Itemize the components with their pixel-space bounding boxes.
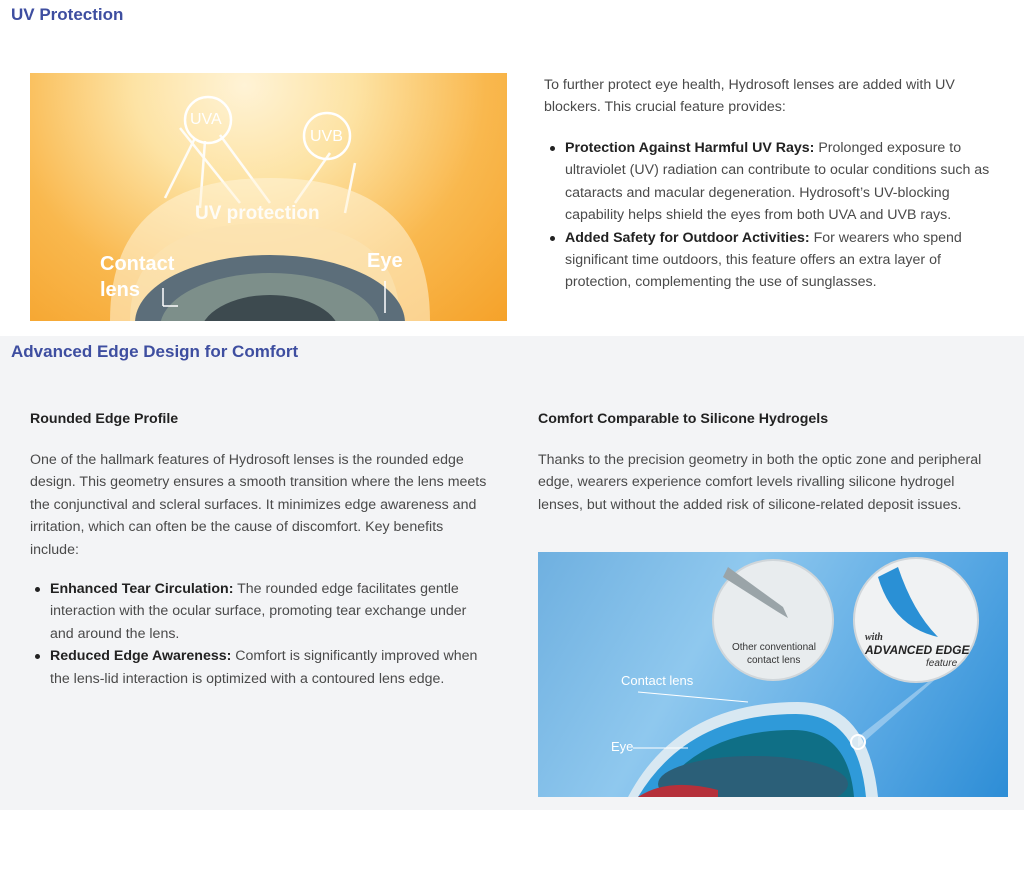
eye-label: Eye — [367, 250, 403, 272]
rounded-edge-subtitle: Rounded Edge Profile — [30, 411, 179, 427]
advanced-edge-section — [0, 336, 1024, 810]
list-item — [32, 645, 484, 690]
bullet-text: For wearers who spend significant time outdoors, this feature offers an extra layer of protection, complementing the use of sunglasses. — [565, 229, 962, 291]
list-item — [32, 578, 484, 645]
conventional-label-line1: Other conventional — [732, 642, 816, 653]
comfort-subtitle: Comfort Comparable to Silicone Hydrogels — [538, 411, 829, 427]
bullet-text: Comfort is significantly improved when the lens-lid interaction is optimized with a contoured lens edge. — [50, 648, 478, 687]
with-label: with — [865, 632, 883, 643]
bullet-title: Enhanced Tear Circulation: — [50, 581, 234, 597]
advanced-edge-image — [538, 552, 1008, 797]
bullet-text: Prolonged exposure to ultraviolet (UV) radiation can contribute to ocular conditions such as cataracts and macular degeneration. Hydrosoft’s UV-blocking capability helps shield the eyes from both UVA and UVB rays. — [565, 140, 990, 224]
bullet-title: Reduced Edge Awareness: — [50, 648, 232, 665]
bullet-text: The rounded edge facilitates gentle interaction with the ocular surface, promoting tear exchange under and around the lens. — [50, 581, 467, 642]
edge-benefits-list — [32, 578, 484, 690]
uv-protection-title: UV Protection — [11, 5, 124, 24]
contact-lens-label-line1: Contact — [100, 253, 175, 275]
bullet-title: Protection Against Harmful UV Rays: — [565, 140, 815, 156]
advanced-edge-label: ADVANCED EDGE — [865, 643, 970, 657]
uv-protection-label: UV protection — [195, 203, 320, 224]
bullet-title: Added Safety for Outdoor Activities: — [565, 229, 810, 246]
uv-protection-image — [30, 73, 507, 321]
conventional-label-line2: contact lens — [747, 655, 801, 666]
feature-label: feature — [926, 658, 958, 669]
uva-label: UVA — [190, 111, 222, 128]
rounded-edge-text: One of the hallmark features of Hydrosoft lenses is the rounded edge design. This geometry ensures a smooth transition where the lens meets the conjunctival and scleral surfaces. It minimizes edge awareness and irritation, which can often be the cause of discomfort. Key benefits include: — [30, 452, 487, 558]
list-item — [547, 137, 1009, 227]
list-item — [547, 227, 1009, 294]
uvb-label: UVB — [310, 128, 343, 145]
uv-intro-text: To further protect eye health, Hydrosoft lenses are added with UV blockers. This crucial feature provides: — [544, 77, 955, 116]
advanced-edge-title: Advanced Edge Design for Comfort — [11, 342, 299, 361]
uv-benefits-list — [547, 137, 1009, 294]
eye-label: Eye — [611, 739, 634, 754]
comfort-text: Thanks to the precision geometry in both the optic zone and peripheral edge, wearers experience comfort levels rivalling silicone hydrogel lenses, but without the added risk of silicone-related deposit issues. — [538, 452, 982, 513]
edge-illustration — [538, 552, 1008, 797]
contact-lens-label-line2: lens — [100, 279, 141, 301]
contact-lens-label: Contact lens — [621, 673, 694, 688]
